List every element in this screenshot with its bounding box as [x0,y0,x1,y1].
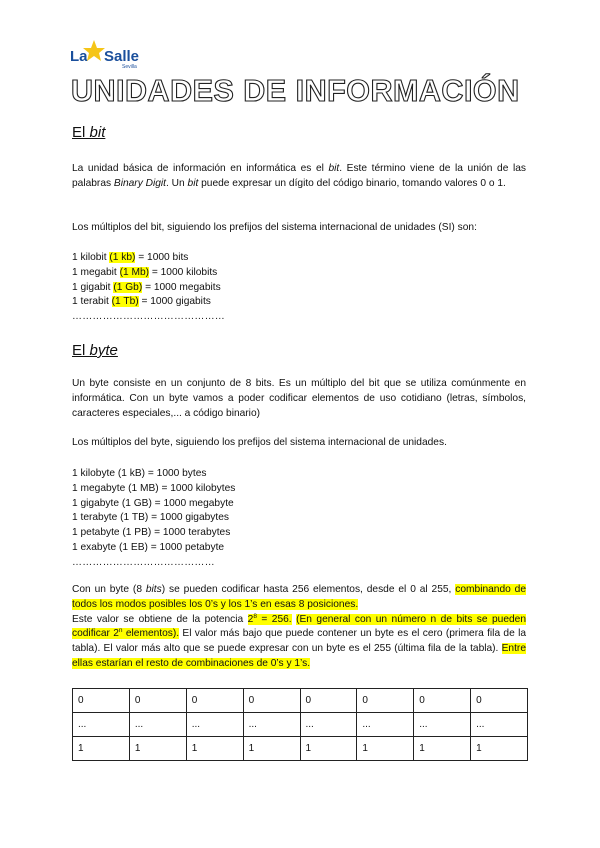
byte-multiple: 1 terabyte (1 TB) = 1000 gigabytes [72,512,229,523]
table-cell: 0 [471,689,528,713]
byte-ellipsis: …………………………………… [72,557,215,568]
bit-multiple: 1 terabit (1 Tb) = 1000 gigabits [72,296,211,307]
bit-multiple: 1 kilobit (1 kb) = 1000 bits [72,252,189,263]
bit-ellipsis: ……………………………………… [72,311,225,322]
table-cell: 1 [129,737,186,761]
byte-heading: El byte [72,342,118,359]
table-cell: ... [186,713,243,737]
table-cell: 1 [414,737,471,761]
table-cell: 0 [300,689,357,713]
byte-multiple: 1 exabyte (1 EB) = 1000 petabyte [72,542,225,553]
table-cell: 0 [414,689,471,713]
bit-multiple: 1 gigabit (1 Gb) = 1000 megabits [72,282,221,293]
table-cell: 1 [186,737,243,761]
byte-table [72,688,528,761]
table-row [73,689,528,713]
table-cell: 0 [243,689,300,713]
table-row [73,737,528,761]
table-cell: 1 [300,737,357,761]
table-cell: ... [73,713,130,737]
table-row [73,713,528,737]
table-cell: ... [414,713,471,737]
svg-text:Sevilla: Sevilla [122,64,137,70]
byte-multiple: 1 kilobyte (1 kB) = 1000 bytes [72,468,207,479]
table-cell: ... [243,713,300,737]
bit-paragraph-1: La unidad básica de información en informática es el bit. Este término viene de la unión de las palabras Binary Digit. Un bit puede expresar un dígito del código binario, tomando valores 0 o 1. [72,163,526,189]
byte-paragraph-2: Los múltiplos del byte, siguiendo los prefijos del sistema internacional de unidades. [72,437,447,448]
table-cell: 1 [471,737,528,761]
page-title: UNIDADES DE INFORMACIÓN [71,74,520,108]
byte-multiple: 1 megabyte (1 MB) = 1000 kilobytes [72,483,236,494]
svg-text:La: La [70,48,88,65]
table-cell: 1 [357,737,414,761]
table-cell: 0 [129,689,186,713]
table-cell: ... [300,713,357,737]
table-cell: 0 [357,689,414,713]
star-icon [70,37,150,71]
svg-text:Salle: Salle [104,48,140,65]
table-cell: ... [471,713,528,737]
table-cell: ... [357,713,414,737]
byte-multiple: 1 gigabyte (1 GB) = 1000 megabyte [72,498,234,509]
byte-multiple: 1 petabyte (1 PB) = 1000 terabytes [72,527,231,538]
byte-paragraph-1: Un byte consiste en un conjunto de 8 bits. Es un múltiplo del bit que se utiliza comúnmente en informática. Con un byte vamos a poder codificar elementos de uso cotidiano (letras, símbolos, caracteres especiales,... a código binario) [72,378,526,419]
table-cell: 0 [73,689,130,713]
table-cell: 0 [186,689,243,713]
table-cell: 1 [243,737,300,761]
table-cell: 1 [73,737,130,761]
byte-paragraph-3: Con un byte (8 bits) se pueden codificar hasta 256 elementos, desde el 0 al 255, combinando de todos los modos posibles los 0’s y los 1’s en esas 8 posiciones. Este valor se obtiene de la potencia $2^8 = 256$. (En general con un número n de bits se pueden codificar 2$^n$ elementos). El valor más bajo que puede contener un byte es el cero (primera fila de la tabla). El valor más alto que se puede expresar con un byte es el 255 (última fila de la tabla). Entre ellas estarían el resto de combinaciones de 0’s y 1’s. [72,584,526,669]
bit-paragraph-2: Los múltiplos del bit, siguiendo los prefijos del sistema internacional de unidades (SI) son: [72,222,477,233]
la-salle-logo [70,37,150,71]
bit-heading: El bit [72,124,106,141]
bit-multiple: 1 megabit (1 Mb) = 1000 kilobits [72,267,218,278]
table-cell: ... [129,713,186,737]
